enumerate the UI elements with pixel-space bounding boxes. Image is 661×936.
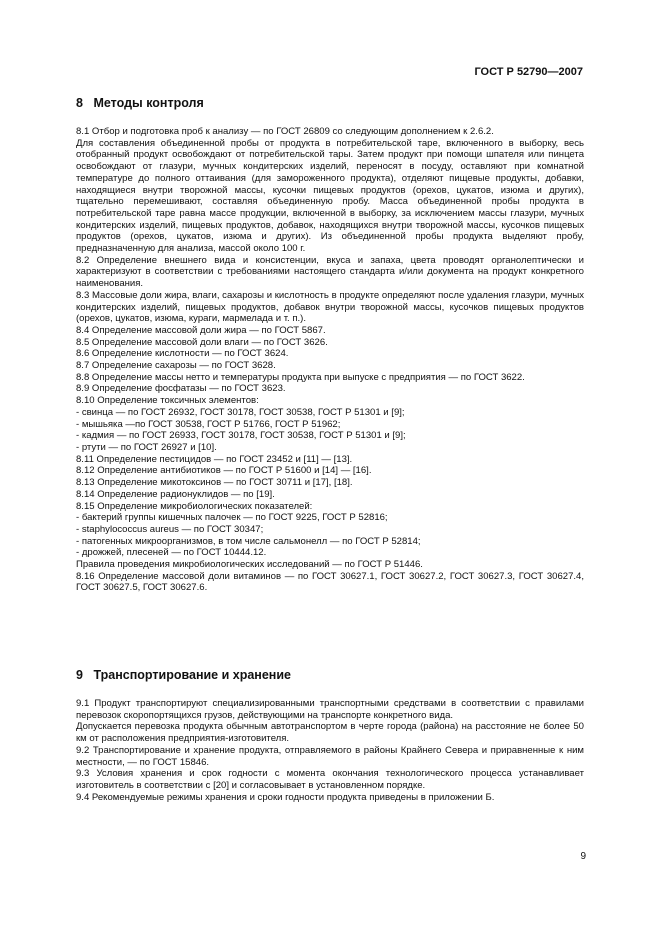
paragraph: 8.2 Определение внешнего вида и консистенции, вкуса и запаха, цвета проводят органолептически и характеризуют в соответствии с требованиями настоящего стандарта и/или документа на продукт конкретного наименования. [76, 254, 584, 290]
paragraph: 9.3 Условия хранения и срок годности с момента окончания технологического процесса устанавливает изготовитель в соответствии с [20] и согласовывает в установленном порядке. [76, 768, 584, 791]
paragraph: 8.14 Определение радионуклидов — по [19]. [76, 488, 275, 500]
list-item: - мышьяка —по ГОСТ 30538, ГОСТ Р 51766, ГОСТ Р 51962; [76, 418, 341, 430]
paragraph: 8.11 Определение пестицидов — по ГОСТ 23452 и [11] — [13]. [76, 453, 353, 465]
document-header: ГОСТ Р 52790—2007 [474, 66, 583, 78]
section-8-body [76, 126, 584, 594]
section-number: 8 [76, 96, 83, 110]
list-item: - staphylococcus aureus — по ГОСТ 30347; [76, 523, 264, 535]
list-item: - кадмия — по ГОСТ 26933, ГОСТ 30178, ГОСТ 30538, ГОСТ Р 51301 и [9]; [76, 430, 406, 442]
section-title: Транспортирование и хранение [93, 668, 291, 682]
paragraph: 9.2 Транспортирование и хранение продукта, отправляемого в районы Крайнего Севера и приравненные к ним местности, — по ГОСТ 15846. [76, 744, 584, 768]
paragraph: 9.1 Продукт транспортируют специализированными транспортными средствами в соответствии с правилами перевозок скоропортящихся грузов, действующими на транспорте конкретного вида. [76, 698, 584, 721]
list-item: - патогенных микроорганизмов, в том числе сальмонелл — по ГОСТ Р 52814; [76, 535, 421, 547]
section-8-heading [76, 96, 584, 110]
paragraph: 8.6 Определение кислотности — по ГОСТ 3624. [76, 348, 289, 360]
list-item: - ртути — по ГОСТ 26927 и [10]. [76, 441, 217, 453]
paragraph: 8.16 Определение массовой доли витаминов — по ГОСТ 30627.1, ГОСТ 30627.2, ГОСТ 30627.3, ГОСТ 30627.4, ГОСТ 30627.5, ГОСТ 30627.6. [76, 570, 584, 594]
paragraph: Правила проведения микробиологических исследований — по ГОСТ Р 51446. [76, 559, 423, 571]
paragraph: 9.4 Рекомендуемые режимы хранения и сроки годности продукта приведены в приложении Б. [76, 791, 495, 803]
paragraph: 8.1 Отбор и подготовка проб к анализу — по ГОСТ 26809 со следующим дополнением к 2.6.2. [76, 126, 494, 137]
list-item: - свинца — по ГОСТ 26932, ГОСТ 30178, ГОСТ 30538, ГОСТ Р 51301 и [9]; [76, 406, 405, 418]
paragraph: Для составления объединенной пробы от продукта в потребительской таре, включенного в выборку, весь отобранный продукт освобождают от потребительской тары. Затем продукт при помощи шпателя или пинцета освобождают от глазури, мучных кондитерских изделий, переносят в посуду, оставляют при комнатной температуре до полного оттаивания (для замороженного продукта), отделяют пищевые продукты, добавки, находящиеся внутри творожной массы, кусочки пищевых продуктов (орехов, цукатов, изюма и других), тщательно перемешивают, составляя объединенную пробу. Масса объединенной пробы продукта в потребительской таре равна массе продукции, включенной в выборку, за исключением массы глазури, мучных кондитерских изделий, пищевых продуктов, добавок, находящихся внутри творожной массы, кусочков пищевых продуктов (орехов, цукатов, изюма и других). Из объединенной пробы продукта выделяют пробу, предназначенную для анализа, массой около 100 г. [76, 137, 584, 255]
list-item: - бактерий группы кишечных палочек — по ГОСТ 9225, ГОСТ Р 52816; [76, 512, 388, 524]
section-9-heading [76, 668, 584, 682]
paragraph: 8.9 Определение фосфатазы — по ГОСТ 3623. [76, 383, 286, 395]
paragraph: 8.4 Определение массовой доли жира — по ГОСТ 5867. [76, 324, 326, 336]
paragraph: 8.12 Определение антибиотиков — по ГОСТ Р 51600 и [14] — [16]. [76, 465, 372, 477]
list-item: - дрожжей, плесеней — по ГОСТ 10444.12. [76, 547, 267, 559]
page-number: 9 [580, 851, 586, 862]
paragraph: 8.7 Определение сахарозы — по ГОСТ 3628. [76, 360, 276, 372]
paragraph: Допускается перевозка продукта обычным автотранспортом в черте города (района) на расстояние не более 50 км от расположения предприятия-изготовителя. [76, 721, 584, 745]
section-9-body [76, 698, 584, 803]
section-title: Методы контроля [93, 96, 204, 110]
paragraph: 8.13 Определение микотоксинов — по ГОСТ 30711 и [17], [18]. [76, 477, 353, 489]
paragraph: 8.3 Массовые доли жира, влаги, сахарозы и кислотность в продукте определяют после удаления глазури, мучных кондитерских изделий, пищевых продуктов, добавок внутри творожной массы, кусочков пищевых продуктов (орехов, цукатов, изюма, кураги, мармелада и т. п.). [76, 289, 584, 325]
paragraph: 8.15 Определение микробиологических показателей: [76, 500, 313, 512]
paragraph: 8.8 Определение массы нетто и температуры продукта при выпуске с предприятия — по ГОСТ 3622. [76, 371, 525, 383]
section-number: 9 [76, 668, 83, 682]
paragraph: 8.10 Определение токсичных элементов: [76, 395, 259, 407]
paragraph: 8.5 Определение массовой доли влаги — по ГОСТ 3626. [76, 336, 328, 348]
